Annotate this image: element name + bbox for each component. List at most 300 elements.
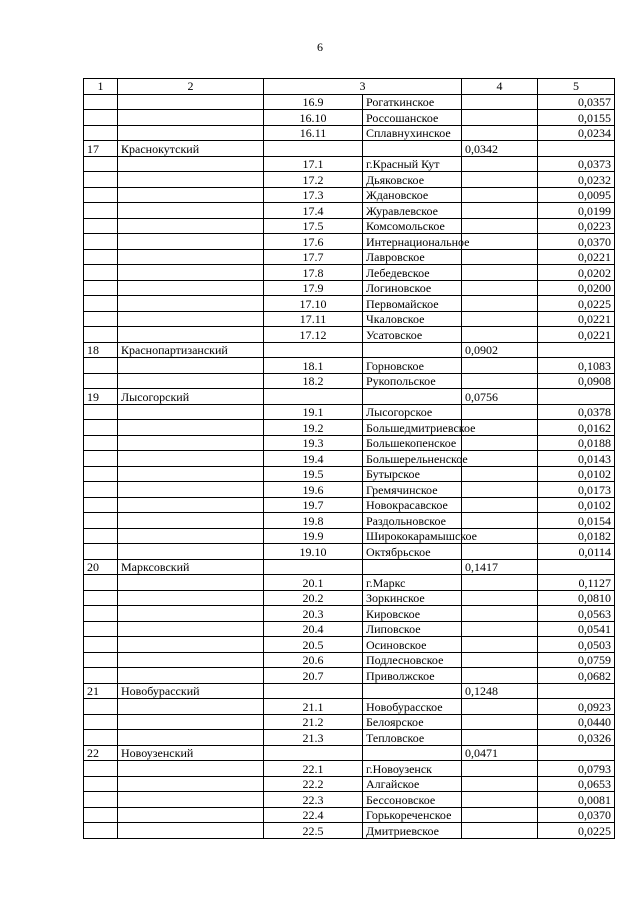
- district-name: [118, 482, 264, 498]
- district-name: [118, 575, 264, 591]
- table-row: [84, 823, 615, 839]
- district-name: Марксовский: [118, 559, 264, 575]
- settlement-name: Кировское: [363, 606, 462, 622]
- settlement-name: Октябрьское: [363, 544, 462, 560]
- district-number: [84, 668, 118, 684]
- district-number: [84, 730, 118, 746]
- header-col-3: 3: [264, 79, 462, 95]
- table-row: [84, 528, 615, 544]
- table-row: [84, 296, 615, 312]
- district-coefficient: [462, 156, 538, 172]
- settlement-coefficient: [538, 559, 615, 575]
- settlement-coefficient: 0,0923: [538, 699, 615, 715]
- table-row: [84, 699, 615, 715]
- district-number: [84, 156, 118, 172]
- district-name: [118, 311, 264, 327]
- settlement-coefficient: 0,0095: [538, 187, 615, 203]
- settlement-code: 21.1: [264, 699, 363, 715]
- settlement-name: Бессоновское: [363, 792, 462, 808]
- settlement-coefficient: 0,0188: [538, 435, 615, 451]
- settlement-name: Лысогорское: [363, 404, 462, 420]
- settlement-code: 17.4: [264, 203, 363, 219]
- table-row: [84, 373, 615, 389]
- table-row: [84, 513, 615, 529]
- district-name: Новобурасский: [118, 683, 264, 699]
- header-col-2: 2: [118, 79, 264, 95]
- settlement-name: Ширококарамышское: [363, 528, 462, 544]
- district-number: 22: [84, 745, 118, 761]
- district-coefficient: [462, 327, 538, 343]
- settlement-name: Лебедевское: [363, 265, 462, 281]
- settlement-name: Журавлевское: [363, 203, 462, 219]
- settlement-code: 22.2: [264, 776, 363, 792]
- settlement-name: [363, 141, 462, 157]
- district-coefficient: [462, 466, 538, 482]
- table-header-row: [84, 79, 615, 95]
- settlement-code: 20.4: [264, 621, 363, 637]
- settlement-coefficient: 0,0202: [538, 265, 615, 281]
- settlement-code: [264, 389, 363, 405]
- settlement-coefficient: 0,0102: [538, 497, 615, 513]
- district-coefficient: [462, 823, 538, 839]
- settlement-code: 17.5: [264, 218, 363, 234]
- district-number: [84, 280, 118, 296]
- settlement-name: [363, 745, 462, 761]
- district-coefficient: [462, 404, 538, 420]
- table-row: [84, 435, 615, 451]
- table-row: [84, 683, 615, 699]
- settlement-name: Тепловское: [363, 730, 462, 746]
- district-name: [118, 203, 264, 219]
- settlement-name: [363, 389, 462, 405]
- district-name: [118, 125, 264, 141]
- table-row: [84, 218, 615, 234]
- district-coefficient: [462, 358, 538, 374]
- settlement-coefficient: 0,0541: [538, 621, 615, 637]
- district-number: [84, 761, 118, 777]
- settlement-name: Большедмитриевское: [363, 420, 462, 436]
- district-number: [84, 327, 118, 343]
- settlement-name: Первомайское: [363, 296, 462, 312]
- district-name: [118, 358, 264, 374]
- district-name: [118, 590, 264, 606]
- settlement-coefficient: 0,0440: [538, 714, 615, 730]
- district-name: [118, 218, 264, 234]
- settlement-coefficient: 0,1083: [538, 358, 615, 374]
- district-coefficient: [462, 575, 538, 591]
- district-number: [84, 218, 118, 234]
- district-number: [84, 482, 118, 498]
- settlement-name: Новобурасское: [363, 699, 462, 715]
- district-coefficient: [462, 497, 538, 513]
- district-coefficient: 0,0902: [462, 342, 538, 358]
- header-col-4: 4: [462, 79, 538, 95]
- settlement-name: Горновское: [363, 358, 462, 374]
- district-number: [84, 575, 118, 591]
- district-coefficient: [462, 296, 538, 312]
- district-name: [118, 265, 264, 281]
- settlement-code: 19.3: [264, 435, 363, 451]
- district-coefficient: [462, 451, 538, 467]
- district-name: [118, 497, 264, 513]
- district-number: [84, 296, 118, 312]
- district-name: [118, 792, 264, 808]
- settlement-code: 16.9: [264, 94, 363, 110]
- settlement-coefficient: 0,0221: [538, 311, 615, 327]
- table-row: [84, 187, 615, 203]
- settlement-coefficient: 0,0173: [538, 482, 615, 498]
- table-row: [84, 761, 615, 777]
- settlement-coefficient: 0,1127: [538, 575, 615, 591]
- settlement-name: Рукопольское: [363, 373, 462, 389]
- settlement-coefficient: 0,0081: [538, 792, 615, 808]
- district-number: [84, 714, 118, 730]
- district-name: [118, 466, 264, 482]
- district-name: [118, 280, 264, 296]
- settlement-coefficient: 0,0221: [538, 249, 615, 265]
- district-number: [84, 172, 118, 188]
- settlement-code: 19.2: [264, 420, 363, 436]
- settlement-coefficient: 0,0232: [538, 172, 615, 188]
- settlement-code: 19.8: [264, 513, 363, 529]
- settlement-code: 17.10: [264, 296, 363, 312]
- settlement-code: 19.1: [264, 404, 363, 420]
- settlement-code: 22.5: [264, 823, 363, 839]
- settlement-coefficient: 0,0373: [538, 156, 615, 172]
- district-coefficient: [462, 482, 538, 498]
- header-col-5: 5: [538, 79, 615, 95]
- table-row: [84, 575, 615, 591]
- district-name: [118, 652, 264, 668]
- settlement-name: Осиновское: [363, 637, 462, 653]
- district-number: [84, 513, 118, 529]
- district-coefficient: [462, 590, 538, 606]
- district-number: [84, 435, 118, 451]
- table-row: [84, 404, 615, 420]
- district-name: [118, 172, 264, 188]
- settlement-coefficient: 0,0114: [538, 544, 615, 560]
- district-coefficient: [462, 373, 538, 389]
- settlement-name: Раздольновское: [363, 513, 462, 529]
- settlement-coefficient: 0,0653: [538, 776, 615, 792]
- district-name: [118, 714, 264, 730]
- district-coefficient: [462, 435, 538, 451]
- settlement-coefficient: 0,0102: [538, 466, 615, 482]
- district-coefficient: 0,0471: [462, 745, 538, 761]
- settlement-code: 22.3: [264, 792, 363, 808]
- settlement-name: г.Новоузенск: [363, 761, 462, 777]
- table-row: [84, 807, 615, 823]
- district-name: [118, 435, 264, 451]
- settlement-code: 21.3: [264, 730, 363, 746]
- table-row: [84, 280, 615, 296]
- settlement-name: Большекопенское: [363, 435, 462, 451]
- settlement-coefficient: [538, 745, 615, 761]
- table-row: [84, 714, 615, 730]
- table-row: [84, 497, 615, 513]
- settlement-coefficient: 0,0759: [538, 652, 615, 668]
- settlement-name: Россошанское: [363, 110, 462, 126]
- district-coefficient: 0,0756: [462, 389, 538, 405]
- settlement-code: 20.3: [264, 606, 363, 622]
- district-name: [118, 730, 264, 746]
- district-coefficient: [462, 776, 538, 792]
- district-coefficient: [462, 187, 538, 203]
- district-coefficient: [462, 513, 538, 529]
- table-row: [84, 94, 615, 110]
- settlement-code: 22.4: [264, 807, 363, 823]
- settlement-coefficient: [538, 342, 615, 358]
- settlement-coefficient: 0,0223: [538, 218, 615, 234]
- settlement-name: Сплавнухинское: [363, 125, 462, 141]
- district-coefficient: [462, 761, 538, 777]
- allocation-table: [83, 78, 615, 839]
- settlement-name: Горькореченское: [363, 807, 462, 823]
- district-name: [118, 528, 264, 544]
- settlement-name: Бутырское: [363, 466, 462, 482]
- settlement-code: 17.6: [264, 234, 363, 250]
- district-coefficient: [462, 730, 538, 746]
- settlement-coefficient: 0,0225: [538, 823, 615, 839]
- district-number: [84, 652, 118, 668]
- settlement-coefficient: 0,0234: [538, 125, 615, 141]
- district-number: [84, 590, 118, 606]
- table-row: [84, 203, 615, 219]
- settlement-name: Новокрасавское: [363, 497, 462, 513]
- settlement-code: 20.1: [264, 575, 363, 591]
- district-coefficient: [462, 807, 538, 823]
- table-row: [84, 311, 615, 327]
- district-number: [84, 373, 118, 389]
- table-row: [84, 745, 615, 761]
- settlement-name: Лавровское: [363, 249, 462, 265]
- table-row: [84, 342, 615, 358]
- district-coefficient: [462, 94, 538, 110]
- settlement-coefficient: 0,0199: [538, 203, 615, 219]
- district-number: [84, 94, 118, 110]
- settlement-name: [363, 559, 462, 575]
- settlement-code: 18.2: [264, 373, 363, 389]
- table-row: [84, 125, 615, 141]
- district-coefficient: [462, 125, 538, 141]
- settlement-code: [264, 559, 363, 575]
- settlement-coefficient: 0,0357: [538, 94, 615, 110]
- district-name: [118, 451, 264, 467]
- table-row: [84, 358, 615, 374]
- district-coefficient: [462, 652, 538, 668]
- settlement-name: Ждановское: [363, 187, 462, 203]
- district-name: Лысогорский: [118, 389, 264, 405]
- settlement-code: [264, 745, 363, 761]
- district-number: [84, 621, 118, 637]
- district-coefficient: [462, 714, 538, 730]
- settlement-name: Комсомольское: [363, 218, 462, 234]
- settlement-code: 20.2: [264, 590, 363, 606]
- table-row: [84, 776, 615, 792]
- district-number: [84, 792, 118, 808]
- table-row: [84, 234, 615, 250]
- settlement-coefficient: 0,0793: [538, 761, 615, 777]
- district-name: [118, 234, 264, 250]
- settlement-coefficient: 0,0326: [538, 730, 615, 746]
- table-row: [84, 482, 615, 498]
- district-number: [84, 404, 118, 420]
- district-name: Новоузенский: [118, 745, 264, 761]
- settlement-name: г.Маркс: [363, 575, 462, 591]
- district-coefficient: [462, 110, 538, 126]
- settlement-coefficient: 0,0225: [538, 296, 615, 312]
- district-name: [118, 668, 264, 684]
- table-row: [84, 621, 615, 637]
- settlement-name: [363, 683, 462, 699]
- district-number: 17: [84, 141, 118, 157]
- table-row: [84, 637, 615, 653]
- district-name: [118, 699, 264, 715]
- settlement-code: 20.6: [264, 652, 363, 668]
- district-number: [84, 249, 118, 265]
- settlement-code: 19.7: [264, 497, 363, 513]
- table-row: [84, 652, 615, 668]
- district-name: [118, 761, 264, 777]
- district-name: [118, 404, 264, 420]
- settlement-code: 17.12: [264, 327, 363, 343]
- settlement-code: 22.1: [264, 761, 363, 777]
- settlement-code: 17.8: [264, 265, 363, 281]
- district-coefficient: [462, 280, 538, 296]
- settlement-code: 20.5: [264, 637, 363, 653]
- settlement-code: 19.5: [264, 466, 363, 482]
- district-name: Краснопартизанский: [118, 342, 264, 358]
- district-name: [118, 621, 264, 637]
- table-row: [84, 420, 615, 436]
- district-number: [84, 420, 118, 436]
- settlement-name: Зоркинское: [363, 590, 462, 606]
- district-name: [118, 513, 264, 529]
- table-row: [84, 265, 615, 281]
- district-number: [84, 823, 118, 839]
- district-number: [84, 544, 118, 560]
- district-number: [84, 110, 118, 126]
- settlement-coefficient: 0,0563: [538, 606, 615, 622]
- district-number: [84, 528, 118, 544]
- settlement-name: Интернациональное: [363, 234, 462, 250]
- table-row: [84, 730, 615, 746]
- table-row: [84, 606, 615, 622]
- settlement-code: 17.1: [264, 156, 363, 172]
- district-coefficient: [462, 621, 538, 637]
- settlement-code: [264, 141, 363, 157]
- table-row: [84, 792, 615, 808]
- district-number: 21: [84, 683, 118, 699]
- district-number: [84, 187, 118, 203]
- settlement-coefficient: [538, 141, 615, 157]
- district-number: [84, 466, 118, 482]
- settlement-code: 19.6: [264, 482, 363, 498]
- table-row: [84, 141, 615, 157]
- district-name: [118, 296, 264, 312]
- district-name: [118, 187, 264, 203]
- settlement-name: Большерельненское: [363, 451, 462, 467]
- table-row: [84, 544, 615, 560]
- settlement-code: [264, 342, 363, 358]
- settlement-coefficient: 0,0503: [538, 637, 615, 653]
- settlement-coefficient: 0,0143: [538, 451, 615, 467]
- district-coefficient: [462, 265, 538, 281]
- table-row: [84, 451, 615, 467]
- settlement-name: Рогаткинское: [363, 94, 462, 110]
- settlement-coefficient: 0,0370: [538, 807, 615, 823]
- district-name: [118, 544, 264, 560]
- settlement-coefficient: [538, 683, 615, 699]
- district-number: [84, 125, 118, 141]
- settlement-coefficient: 0,0200: [538, 280, 615, 296]
- settlement-name: Подлесновское: [363, 652, 462, 668]
- settlement-name: Белоярское: [363, 714, 462, 730]
- table-row: [84, 559, 615, 575]
- settlement-code: 18.1: [264, 358, 363, 374]
- settlement-name: [363, 342, 462, 358]
- district-name: [118, 373, 264, 389]
- settlement-name: Приволжское: [363, 668, 462, 684]
- page-number: 6: [317, 40, 323, 54]
- table-row: [84, 327, 615, 343]
- settlement-code: 17.7: [264, 249, 363, 265]
- table-row: [84, 249, 615, 265]
- settlement-name: Дьяковское: [363, 172, 462, 188]
- district-number: [84, 606, 118, 622]
- district-name: [118, 327, 264, 343]
- district-number: [84, 234, 118, 250]
- district-name: [118, 156, 264, 172]
- district-coefficient: [462, 218, 538, 234]
- settlement-name: Алгайское: [363, 776, 462, 792]
- settlement-coefficient: 0,0370: [538, 234, 615, 250]
- table-row: [84, 668, 615, 684]
- settlement-name: г.Красный Кут: [363, 156, 462, 172]
- table-row: [84, 156, 615, 172]
- district-number: [84, 358, 118, 374]
- settlement-coefficient: 0,0908: [538, 373, 615, 389]
- settlement-coefficient: 0,0182: [538, 528, 615, 544]
- district-name: [118, 606, 264, 622]
- settlement-name: Усатовское: [363, 327, 462, 343]
- settlement-code: 19.10: [264, 544, 363, 560]
- district-coefficient: [462, 699, 538, 715]
- district-name: [118, 807, 264, 823]
- district-name: [118, 249, 264, 265]
- district-coefficient: 0,0342: [462, 141, 538, 157]
- district-coefficient: [462, 668, 538, 684]
- district-number: 18: [84, 342, 118, 358]
- settlement-coefficient: 0,0221: [538, 327, 615, 343]
- district-coefficient: [462, 606, 538, 622]
- settlement-code: 17.11: [264, 311, 363, 327]
- settlement-code: 17.3: [264, 187, 363, 203]
- district-coefficient: [462, 234, 538, 250]
- district-number: [84, 311, 118, 327]
- table-row: [84, 590, 615, 606]
- district-number: 19: [84, 389, 118, 405]
- settlement-name: Липовское: [363, 621, 462, 637]
- district-number: [84, 265, 118, 281]
- settlement-name: Гремячинское: [363, 482, 462, 498]
- settlement-name: Дмитриевское: [363, 823, 462, 839]
- settlement-coefficient: 0,0682: [538, 668, 615, 684]
- settlement-code: 17.2: [264, 172, 363, 188]
- settlement-code: 17.9: [264, 280, 363, 296]
- settlement-code: 20.7: [264, 668, 363, 684]
- settlement-coefficient: [538, 389, 615, 405]
